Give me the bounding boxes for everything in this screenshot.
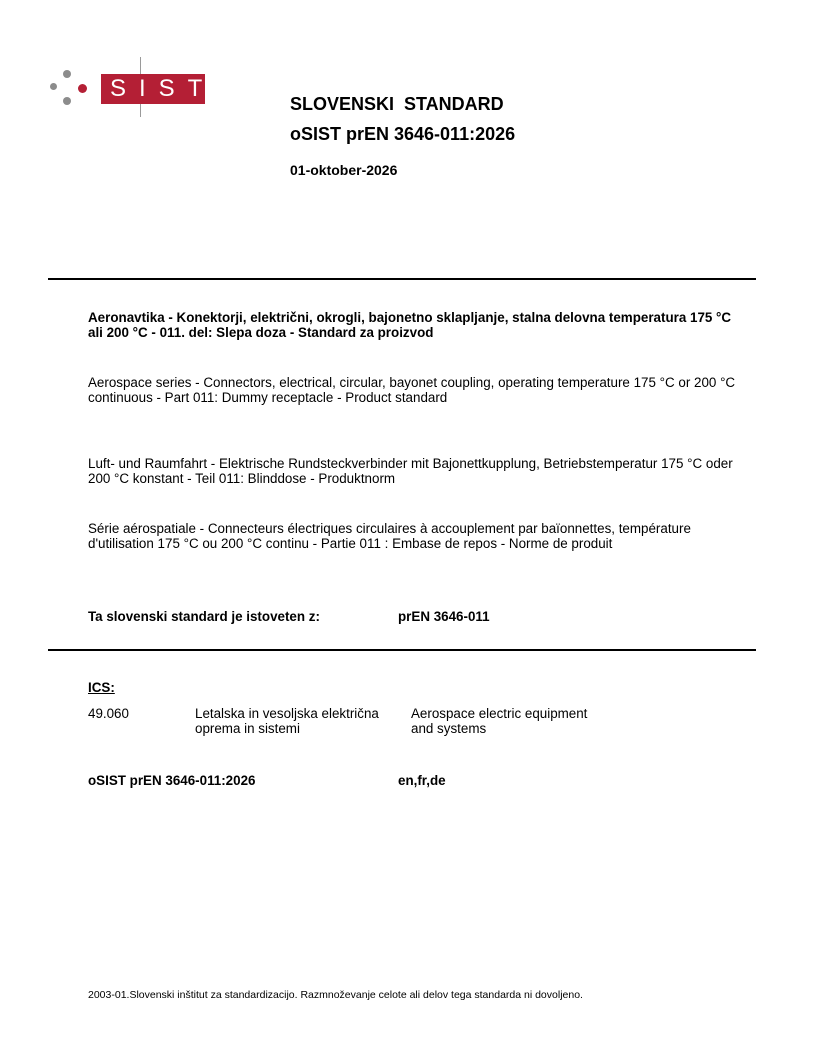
logo-dot-icon: [50, 83, 57, 90]
standard-heading: SLOVENSKI STANDARD: [290, 94, 504, 114]
title-french: Série aérospatiale - Connecteurs électriques circulaires à accouplement par baïonnettes, température d'utilisation 175 °C ou 200 °C continu - Partie 011 : Embase de repos - Norme de produit: [88, 521, 691, 551]
logo-dot-icon: [63, 97, 71, 105]
logo-dot-icon: [78, 84, 87, 93]
identical-label: Ta slovenski standard je istoveten z:: [88, 609, 320, 624]
identical-value: prEN 3646-011: [398, 609, 490, 624]
ics-heading: ICS:: [88, 680, 115, 695]
ics-code: 49.060: [88, 706, 129, 721]
top-divider: [48, 278, 756, 280]
standard-code: oSIST prEN 3646-011:2026: [290, 124, 516, 144]
reference-languages: en,fr,de: [398, 773, 446, 788]
ics-description-en: Aerospace electric equipment and systems: [411, 706, 588, 736]
ics-description-sl: Letalska in vesoljska električna oprema in sistemi: [195, 706, 379, 736]
copyright-footer: 2003-01.Slovenski inštitut za standardizacijo. Razmnoževanje celote ali delov tega standarda ni dovoljeno.: [88, 989, 583, 1001]
logo-dot-icon: [63, 70, 71, 78]
middle-divider: [48, 649, 756, 651]
title-german: Luft- und Raumfahrt - Elektrische Rundsteckverbinder mit Bajonettkupplung, Betriebstemperatur 175 °C oder 200 °C konstant - Teil 011: Blinddose - Produktnorm: [88, 456, 733, 486]
logo-wordmark: SIST: [101, 74, 205, 104]
title-slovenian: Aeronavtika - Konektorji, električni, okrogli, bajonetno sklapljanje, stalna delovna temperatura 175 °C ali 200 °C - 011. del: Slepa doza - Standard za proizvod: [88, 310, 732, 340]
title-english: Aerospace series - Connectors, electrical, circular, bayonet coupling, operating temperature 175 °C or 200 °C continuous - Part 011: Dummy receptacle - Product standard: [88, 375, 736, 405]
standard-date: 01-oktober-2026: [290, 162, 398, 178]
reference-code: oSIST prEN 3646-011:2026: [88, 773, 256, 788]
